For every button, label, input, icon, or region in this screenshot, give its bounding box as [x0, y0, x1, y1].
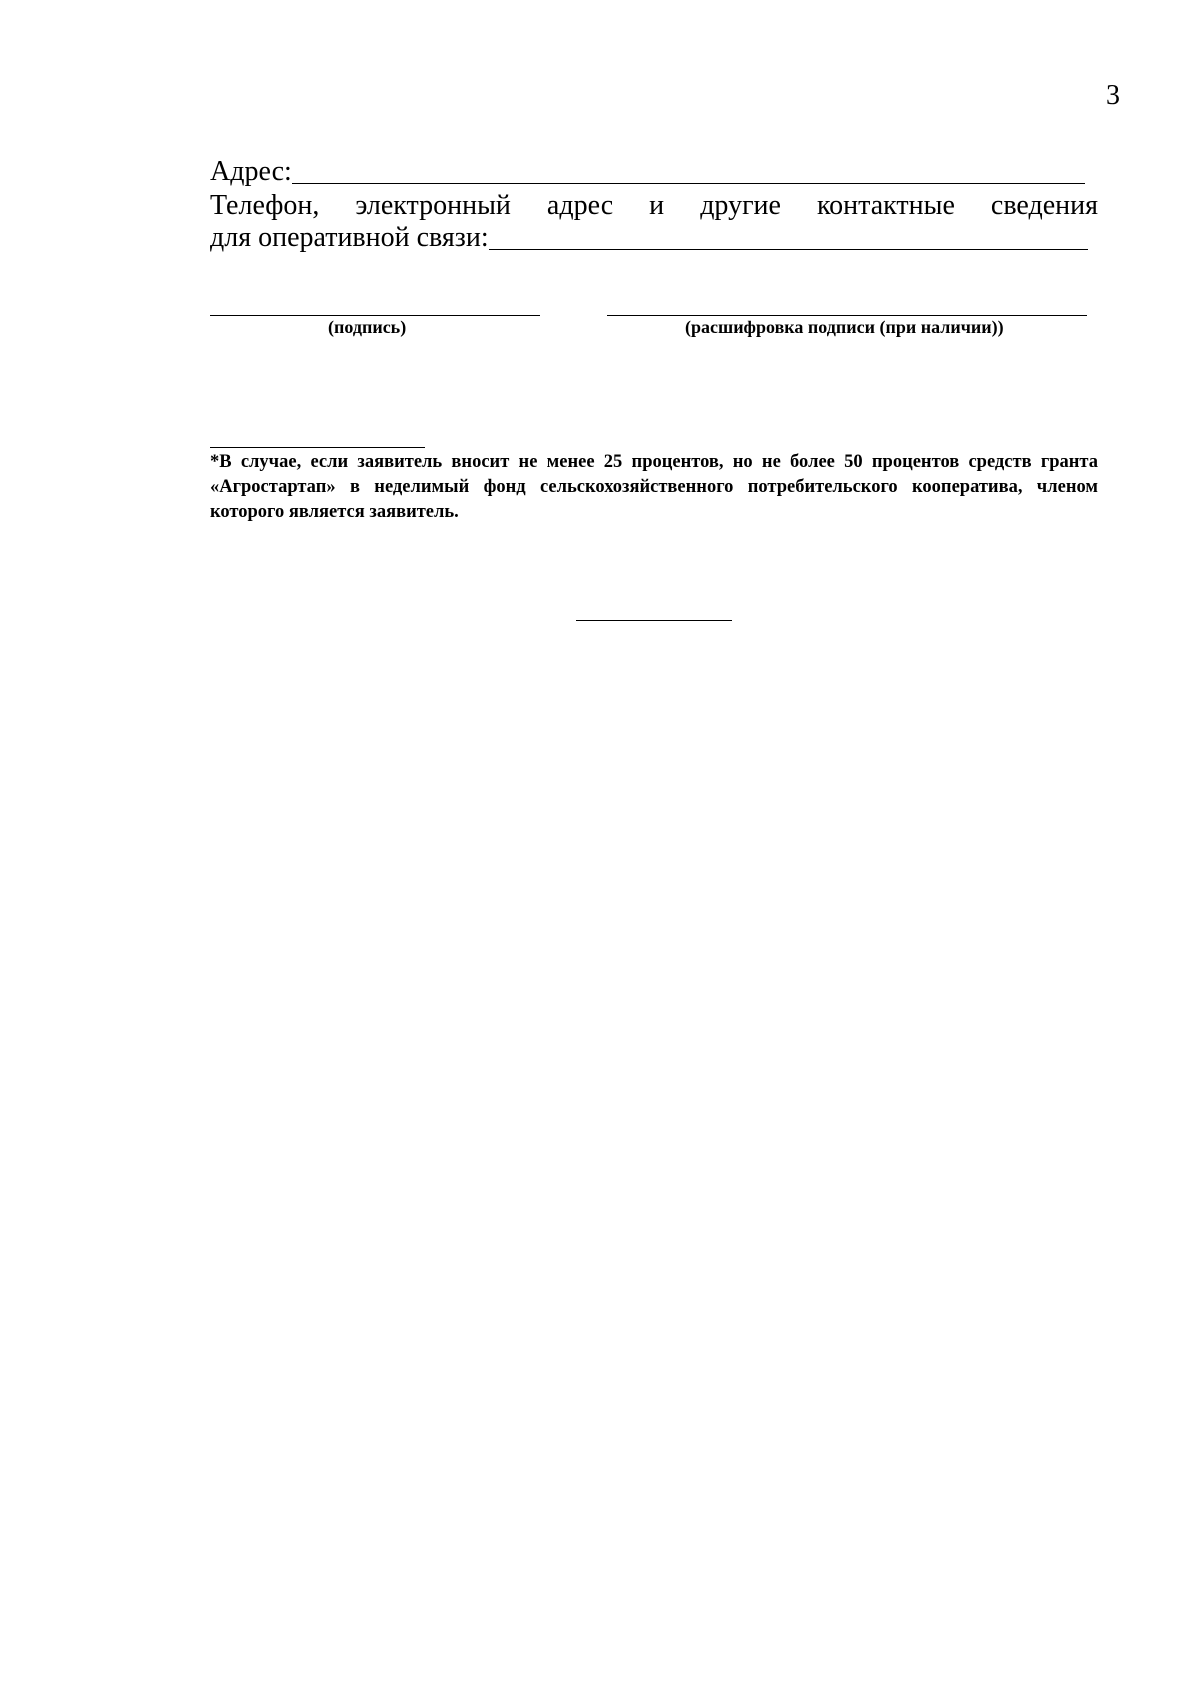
contacts-word: Телефон, [210, 190, 320, 221]
document-end-rule [576, 620, 732, 621]
contacts-label-line2: для оперативной связи: [210, 222, 489, 253]
page-number: 3 [1106, 80, 1120, 111]
contacts-word: контактные [817, 190, 955, 221]
footnote-text: *В случае, если заявитель вносит не менее 25 процентов, но не более 50 процентов средств гранта «Агростартап» в неделимый фонд сельскохозяйственного потребительского кооператива, членом которого является заявитель. [210, 452, 1098, 522]
signature-caption: (подпись) [328, 317, 407, 337]
contacts-word: сведения [990, 190, 1098, 221]
contacts-field [210, 222, 1088, 254]
signature-line[interactable] [210, 315, 540, 316]
signature-decoding-block [607, 315, 1087, 337]
contacts-fill-line[interactable] [489, 249, 1088, 250]
signature-decoding-line[interactable] [607, 315, 1087, 316]
signature-block [210, 315, 540, 337]
contacts-word: адрес [546, 190, 614, 221]
address-label: Адрес: [210, 156, 292, 187]
contacts-word: другие [700, 190, 781, 221]
contacts-word: электронный [355, 190, 511, 221]
signature-decoding-caption: (расшифровка подписи (при наличии)) [685, 317, 1004, 337]
address-fill-line[interactable] [292, 183, 1085, 184]
contacts-word: и [649, 190, 665, 221]
footnote-separator [210, 447, 425, 448]
contacts-label-line1 [210, 190, 1098, 222]
address-field [210, 156, 1085, 188]
